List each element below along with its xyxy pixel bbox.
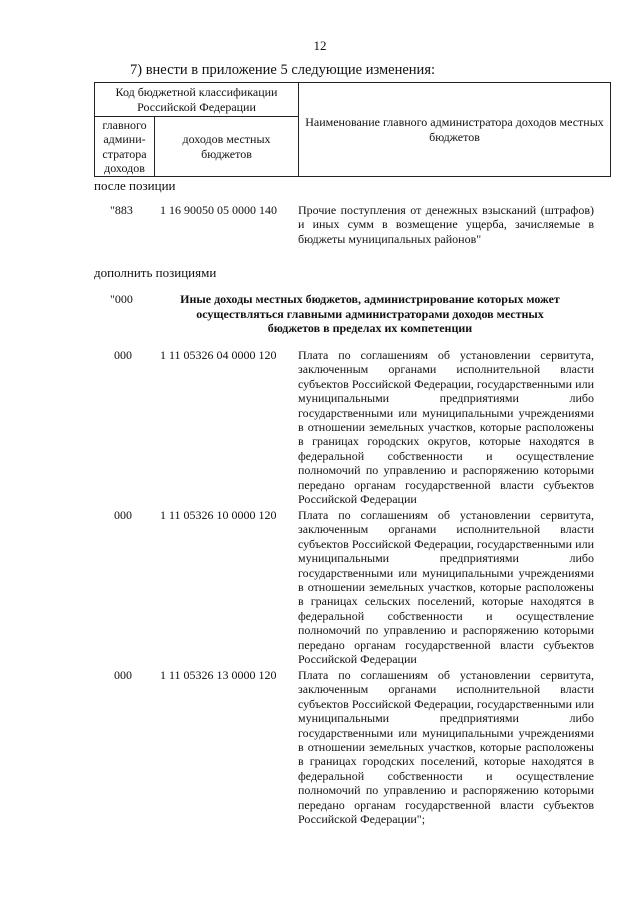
budget-code-group-header: Код бюджетной классификации Российской Федерации	[95, 83, 299, 117]
position-name: Прочие поступления от денежных взысканий (штрафов) и иных сумм в возмещение ущерба, зачисляемые в бюджеты муниципальных районов"	[298, 203, 594, 246]
main-admin-column-header: главного админи- стратора доходов	[95, 117, 155, 177]
group-title: Иные доходы местных бюджетов, администрирование которых может осуществляться главными администраторами доходов местных бюджетов в пределах их компетенции	[180, 292, 560, 335]
local-income-column-header: доходов местных бюджетов	[155, 117, 299, 177]
budget-code: 1 11 05326 04 0000 120	[160, 348, 277, 362]
existing-position-row	[110, 203, 600, 263]
budget-code: 1 11 05326 10 0000 120	[160, 508, 277, 522]
position-name: Плата по соглашениям об установлении сервитута, заключенным органами исполнительной власти субъектов Российской Федерации, государственными или муниципальными предприятиями либо государственными или муниципальными учреждениями в отношении земельных участков, которые расположены в границах сельских поселений, которые находятся в федеральной собственности и осуществление полномочий по управлению и распоряжению которыми передано органам государственной власти субъектов Российской Федерации	[298, 508, 594, 667]
position-name: Плата по соглашениям об установлении сервитута, заключенным органами исполнительной власти субъектов Российской Федерации, государственными или муниципальными предприятиями либо государственными или муниципальными учреждениями в отношении земельных участков, которые расположены в границах городских поселений, которые находятся в федеральной собственности и осуществление полномочий по управлению и распоряжению которыми передано органам государственной власти субъектов Российской Федерации";	[298, 668, 594, 827]
budget-code: 1 11 05326 13 0000 120	[160, 668, 277, 682]
position-name: Плата по соглашениям об установлении сервитута, заключенным органами исполнительной власти субъектов Российской Федерации, государственными или муниципальными предприятиями либо государственными или муниципальными учреждениями в отношении земельных участков, которые расположены в границах городских округов, которые находятся в федеральной собственности и осуществление полномочий по управлению и распоряжению которыми передано органам государственной власти субъектов Российской Федерации	[298, 348, 594, 507]
admin-name-header: Наименование главного администратора доходов местных бюджетов	[299, 83, 611, 177]
budget-code: 1 16 90050 05 0000 140	[160, 203, 277, 217]
classification-header-table	[94, 82, 611, 177]
admin-code: 000	[114, 348, 132, 362]
add-positions-label: дополнить позициями	[94, 265, 217, 280]
page-number: 12	[313, 38, 327, 53]
admin-code: 000	[114, 508, 132, 522]
after-position-label: после позиции	[94, 178, 176, 193]
admin-code: "883	[110, 203, 133, 217]
admin-code: 000	[114, 668, 132, 682]
amendment-intro: 7) внести в приложение 5 следующие изменения:	[130, 62, 436, 78]
group-admin-code: "000	[110, 292, 133, 306]
